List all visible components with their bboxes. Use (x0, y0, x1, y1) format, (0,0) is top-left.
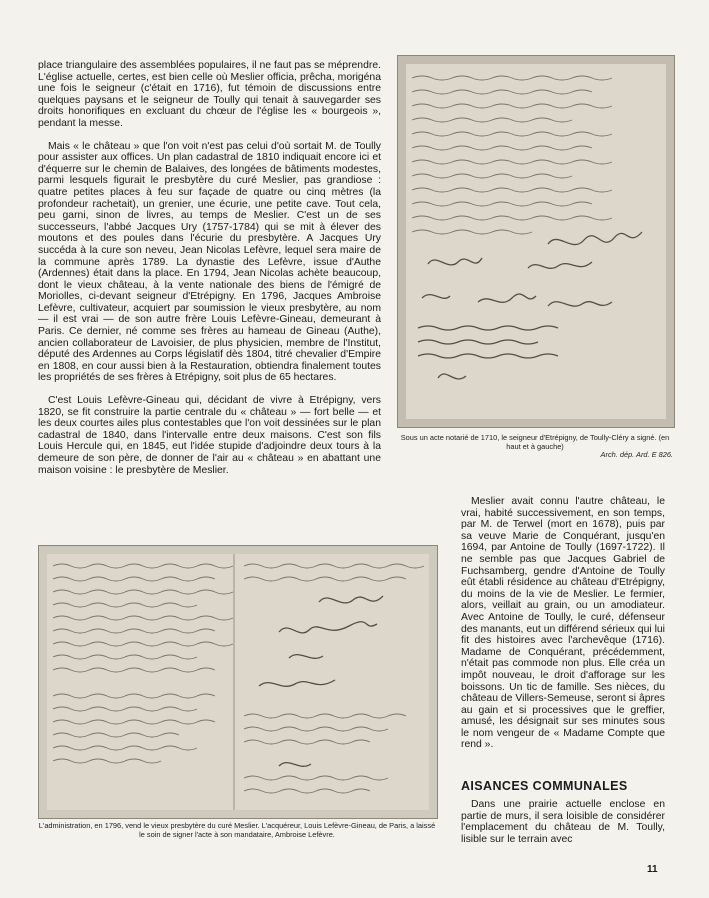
section-text (461, 799, 665, 845)
handwriting-illustration (39, 546, 437, 818)
sale-deed-photo (38, 545, 438, 819)
photo-caption (397, 434, 673, 460)
paragraph: C'est Louis Lefèvre-Gineau qui, décidant de vivre à Etrépigny, vers 1820, se fit construire la partie centrale du « château » — fort belle — et les deux courtes ailes plus contestables que l'on voit dessinées sur le plan cadastral de 1840, dans l'intervalle entre deux maisons. C'est son fils Louis Hercule qui, en 1845, eut l'idée stupide d'adjoindre deux tours à la demeure de son père, de donner de l'air au « château » en abattant une maison voisine : le presbytère de Meslier. (38, 395, 381, 476)
page-number: 11 (647, 864, 658, 875)
photo-caption (38, 822, 436, 839)
paragraph: Mais « le château » que l'on voit n'est pas celui d'où sortait M. de Toully pour assister aux offices. Un plan cadastral de 1810 indiquait encore ici et d'équerre sur le chemin de Balaives, des longées de bâtiments modestes, parmi lesquels figurait le presbytère du curé Meslier, pas grandiose : quatre petites places à feu sur façade de quatre ou cinq mètres (la profondeur rachetait), un grenier, une écurie, une petite cave. Tout cela, peu garni, sinon de livres, au temps de Meslier. C'est un de ses successeurs, l'abbé Jacques Ury (1757-1784) qui se mit à élever des moutons et des poules dans l'écurie du presbytère. A Jacques Ury succéda à la cure son neveu, Jean Nicolas Lefèvre, lequel sera maire de la commune après 1789. La dynastie des Lefèvre, issue d'Authe (Ardennes) était dans la place. En 1794, Jean Nicolas achète beaucoup, dont le vieux château, à la vente nationale des biens de l'émigré de Moriolles, ci-devant seigneur d'Etrépigny. En 1796, Jacques Ambroise Lefèvre, cultivateur, acquiert par soumission le vieux presbytère, au nom — il est vrai — de son autre frère Louis Lefèvre-Gineau, demeurant à Paris. Ce dernier, né comme ses frères au hameau de Gineau (Authe), ancien collaborateur de Lavoisier, de plus physicien, membre de l'Institut, député des Ardennes au Corps législatif dès 1804, titré chevalier d'Empire en 1808, en cour aussi bien à la Restauration, obtiendra finalement toutes les propriétés de ses frères à Etrépigny, soit plus de 65 hectares. (38, 140, 381, 384)
right-text-column (461, 496, 665, 751)
caption-source: Arch. dép. Ard. E 826. (600, 450, 673, 460)
paragraph: Dans une prairie actuelle enclose en partie de murs, il sera loisible de considérer l'emplacement du château de M. Toully, lisible sur le terrain avec (461, 799, 665, 845)
main-text-column (38, 60, 381, 476)
caption-text: Sous un acte notarié de 1710, le seigneur d'Etrépigny, de Toully-Cléry a signé. (en haut et à gauche) (400, 433, 670, 451)
paragraph: Meslier avait connu l'autre château, le vrai, habité successivement, en son temps, par M. de Terwel (mort en 1678), puis par sa veuve Marie de Conquérant, jusqu'en 1694, par Antoine de Toully (1697-1722). Il ne semble pas que Jacques Gabriel de Fuchsamberg, gendre d'Antoine de Toully eût établi résidence au château d'Etrépigny, du moins de la vie de Meslier. Le fermier, alors, veillait au grain, ou un amodiateur. Avec Antoine de Toully, le curé, défenseur des manants, eut un différend sérieux qui lui fit des histoires avec l'archevêque (1716). Madame de Conquérant, précédemment, n'était pas commode non plus. Elle créa un impôt nouveau, le droit d'afforage sur les boissons. Un tic de famille. Ses nièces, du château de Villers-Semeuse, seront si âpres au gain et si processives que le greffier, amusé, les désignait sur ses minutes sous le nom vengeur de « Madame Compte que rend ». (461, 496, 665, 751)
caption-text: L'administration, en 1796, vend le vieux presbytère du curé Meslier. L'acquéreur, Louis Lefèvre-Gineau, de Paris, a laissé le soin de signer l'acte à son mandataire, Ambroise Lefèvre. (38, 821, 436, 839)
handwriting-illustration (398, 56, 674, 427)
paragraph: place triangulaire des assemblées populaires, il ne faut pas se méprendre. L'église actuelle, certes, est bien celle où Meslier officia, prêcha, morigéna une fois le seigneur (c'était en 1716), fut témoin de discussions entre quelques paysans et le seigneur de Toully qui tenait à sauvegarder ses droits honorifiques en excluant du chœur de l'église les « bourgeois », pendant la messe. (38, 60, 381, 129)
notarial-act-photo (397, 55, 675, 428)
section-heading: AISANCES COMMUNALES (461, 779, 628, 793)
